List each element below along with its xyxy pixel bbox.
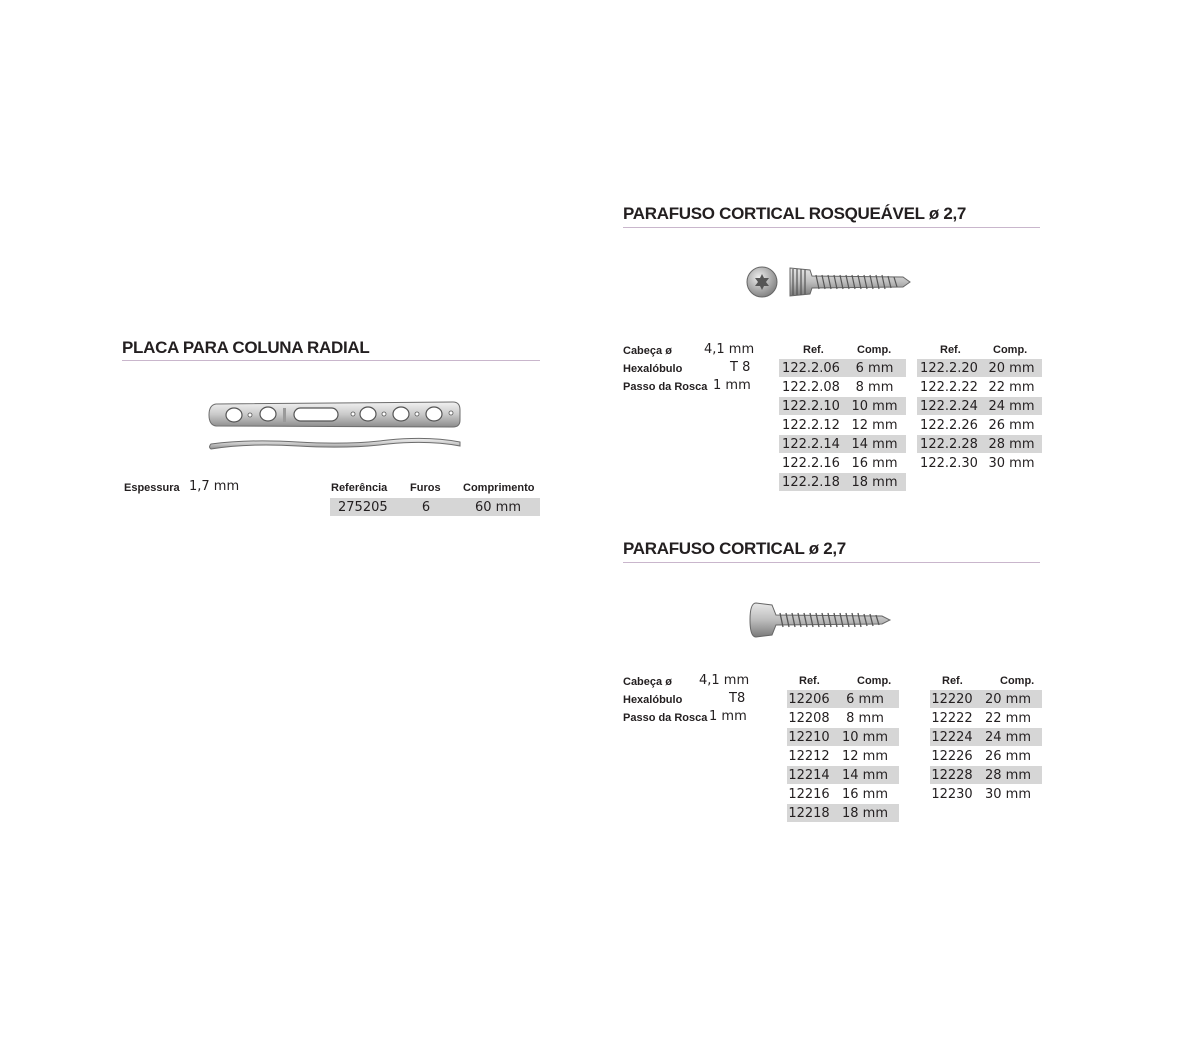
comp-cell: 6 mm [831,690,899,709]
table-row [779,359,906,378]
ref-cell: 12210 [788,729,830,745]
comp-cell: 16 mm [843,454,906,473]
comp-cell: 28 mm [974,766,1042,785]
plate-table [330,498,540,517]
cortical-spec-value-head: 4,1 mm [699,673,750,688]
table-row [917,359,1042,378]
plate-title-rule [122,360,540,361]
comp-cell: 14 mm [843,435,906,454]
table-row [930,728,1042,747]
table-row [779,454,906,473]
table-row [917,416,1042,435]
locking-spec-label-head: Cabeça ø [623,345,672,357]
locking-screw-side-image [788,266,912,298]
table-row [787,709,899,728]
comp-cell: 20 mm [981,359,1042,378]
ref-cell: 122.2.16 [779,454,843,473]
comp-cell: 22 mm [981,378,1042,397]
ref-cell: 122.2.28 [917,435,981,454]
ref-cell: 12226 [931,748,973,764]
ref-cell: 122.2.30 [917,454,981,473]
comp-cell: 26 mm [974,747,1042,766]
comp-cell: 30 mm [974,785,1042,804]
table-row [330,498,540,517]
plate-length-cell: 60 mm [456,498,540,517]
ref-cell: 122.2.06 [779,359,843,378]
plate-holes-cell: 6 [396,498,456,517]
ref-cell: 12218 [788,805,830,821]
comp-cell: 12 mm [831,747,899,766]
ref-cell: 12228 [931,767,973,783]
table-row [917,378,1042,397]
comp-cell: 18 mm [843,473,906,492]
locking-right-table [917,359,1042,473]
cortical-right-table [930,690,1042,804]
cortical-spec-label-hex: Hexalóbulo [623,694,683,706]
comp-cell: 8 mm [831,709,899,728]
comp-cell: 26 mm [981,416,1042,435]
table-row [930,690,1042,709]
locking-spec-value-hex: T 8 [730,360,751,375]
table-row [787,728,899,747]
ref-cell: 122.2.14 [779,435,843,454]
ref-cell: 122.2.18 [779,473,843,492]
ref-cell: 12214 [788,767,830,783]
plate-side-view-image [208,436,462,454]
table-row [917,435,1042,454]
locking-right-header-ref: Ref. [940,344,961,356]
ref-cell: 12224 [931,729,973,745]
ref-cell: 12230 [931,786,973,802]
comp-cell: 14 mm [831,766,899,785]
plate-header-length: Comprimento [463,482,535,494]
comp-cell: 24 mm [974,728,1042,747]
cortical-right-header-ref: Ref. [942,675,963,687]
cortical-spec-value-pitch: 1 mm [709,709,747,724]
ref-cell: 12212 [788,748,830,764]
cortical-screw-side-image [750,601,892,639]
table-row [917,397,1042,416]
locking-screw-title-rule [623,227,1040,228]
table-row [779,473,906,492]
locking-spec-value-head: 4,1 mm [704,342,755,357]
cortical-screw-title-rule [623,562,1040,563]
table-row [779,416,906,435]
table-row [779,378,906,397]
plate-thickness-value: 1,7 mm [189,479,240,494]
cortical-left-table [787,690,899,823]
comp-cell: 18 mm [831,804,899,823]
locking-right-header-comp: Comp. [993,344,1028,356]
cortical-left-header-ref: Ref. [799,675,820,687]
cortical-right-header-comp: Comp. [1000,675,1035,687]
comp-cell: 28 mm [981,435,1042,454]
table-row [930,766,1042,785]
comp-cell: 8 mm [843,378,906,397]
locking-spec-label-hex: Hexalóbulo [623,363,683,375]
table-row [917,454,1042,473]
comp-cell: 6 mm [843,359,906,378]
comp-cell: 10 mm [843,397,906,416]
ref-cell: 12222 [931,710,973,726]
ref-cell: 12216 [788,786,830,802]
cortical-spec-label-pitch: Passo da Rosca [623,712,708,724]
locking-screw-title: PARAFUSO CORTICAL ROSQUEÁVEL ø 2,7 [623,204,967,223]
comp-cell: 12 mm [843,416,906,435]
plate-header-holes: Furos [410,482,441,494]
locking-left-header-comp: Comp. [857,344,892,356]
comp-cell: 24 mm [981,397,1042,416]
ref-cell: 12208 [788,710,830,726]
table-row [787,747,899,766]
plate-thickness-label: Espessura [124,482,180,494]
plate-header-ref: Referência [331,482,388,494]
plate-title: PLACA PARA COLUNA RADIAL [122,338,370,357]
ref-cell: 122.2.26 [917,416,981,435]
table-row [787,690,899,709]
comp-cell: 16 mm [831,785,899,804]
comp-cell: 10 mm [831,728,899,747]
cortical-spec-value-hex: T8 [729,691,746,706]
table-row [787,766,899,785]
cortical-spec-label-head: Cabeça ø [623,676,672,688]
table-row [779,435,906,454]
table-row [787,785,899,804]
ref-cell: 122.2.12 [779,416,843,435]
locking-spec-label-pitch: Passo da Rosca [623,381,708,393]
plate-top-view-image [208,400,462,430]
table-row [787,804,899,823]
table-row [930,747,1042,766]
ref-cell: 122.2.10 [779,397,843,416]
ref-cell: 12220 [931,691,973,707]
table-row [930,785,1042,804]
comp-cell: 20 mm [974,690,1042,709]
plate-ref-cell: 275205 [330,498,396,517]
locking-left-table [779,359,906,492]
locking-screw-head-image [746,266,778,298]
table-row [930,709,1042,728]
ref-cell: 122.2.22 [917,378,981,397]
ref-cell: 122.2.24 [917,397,981,416]
table-row [779,397,906,416]
comp-cell: 22 mm [974,709,1042,728]
ref-cell: 122.2.20 [917,359,981,378]
cortical-left-header-comp: Comp. [857,675,892,687]
locking-spec-value-pitch: 1 mm [713,378,751,393]
ref-cell: 122.2.08 [779,378,843,397]
ref-cell: 12206 [788,691,830,707]
cortical-screw-title: PARAFUSO CORTICAL ø 2,7 [623,539,846,558]
comp-cell: 30 mm [981,454,1042,473]
locking-left-header-ref: Ref. [803,344,824,356]
